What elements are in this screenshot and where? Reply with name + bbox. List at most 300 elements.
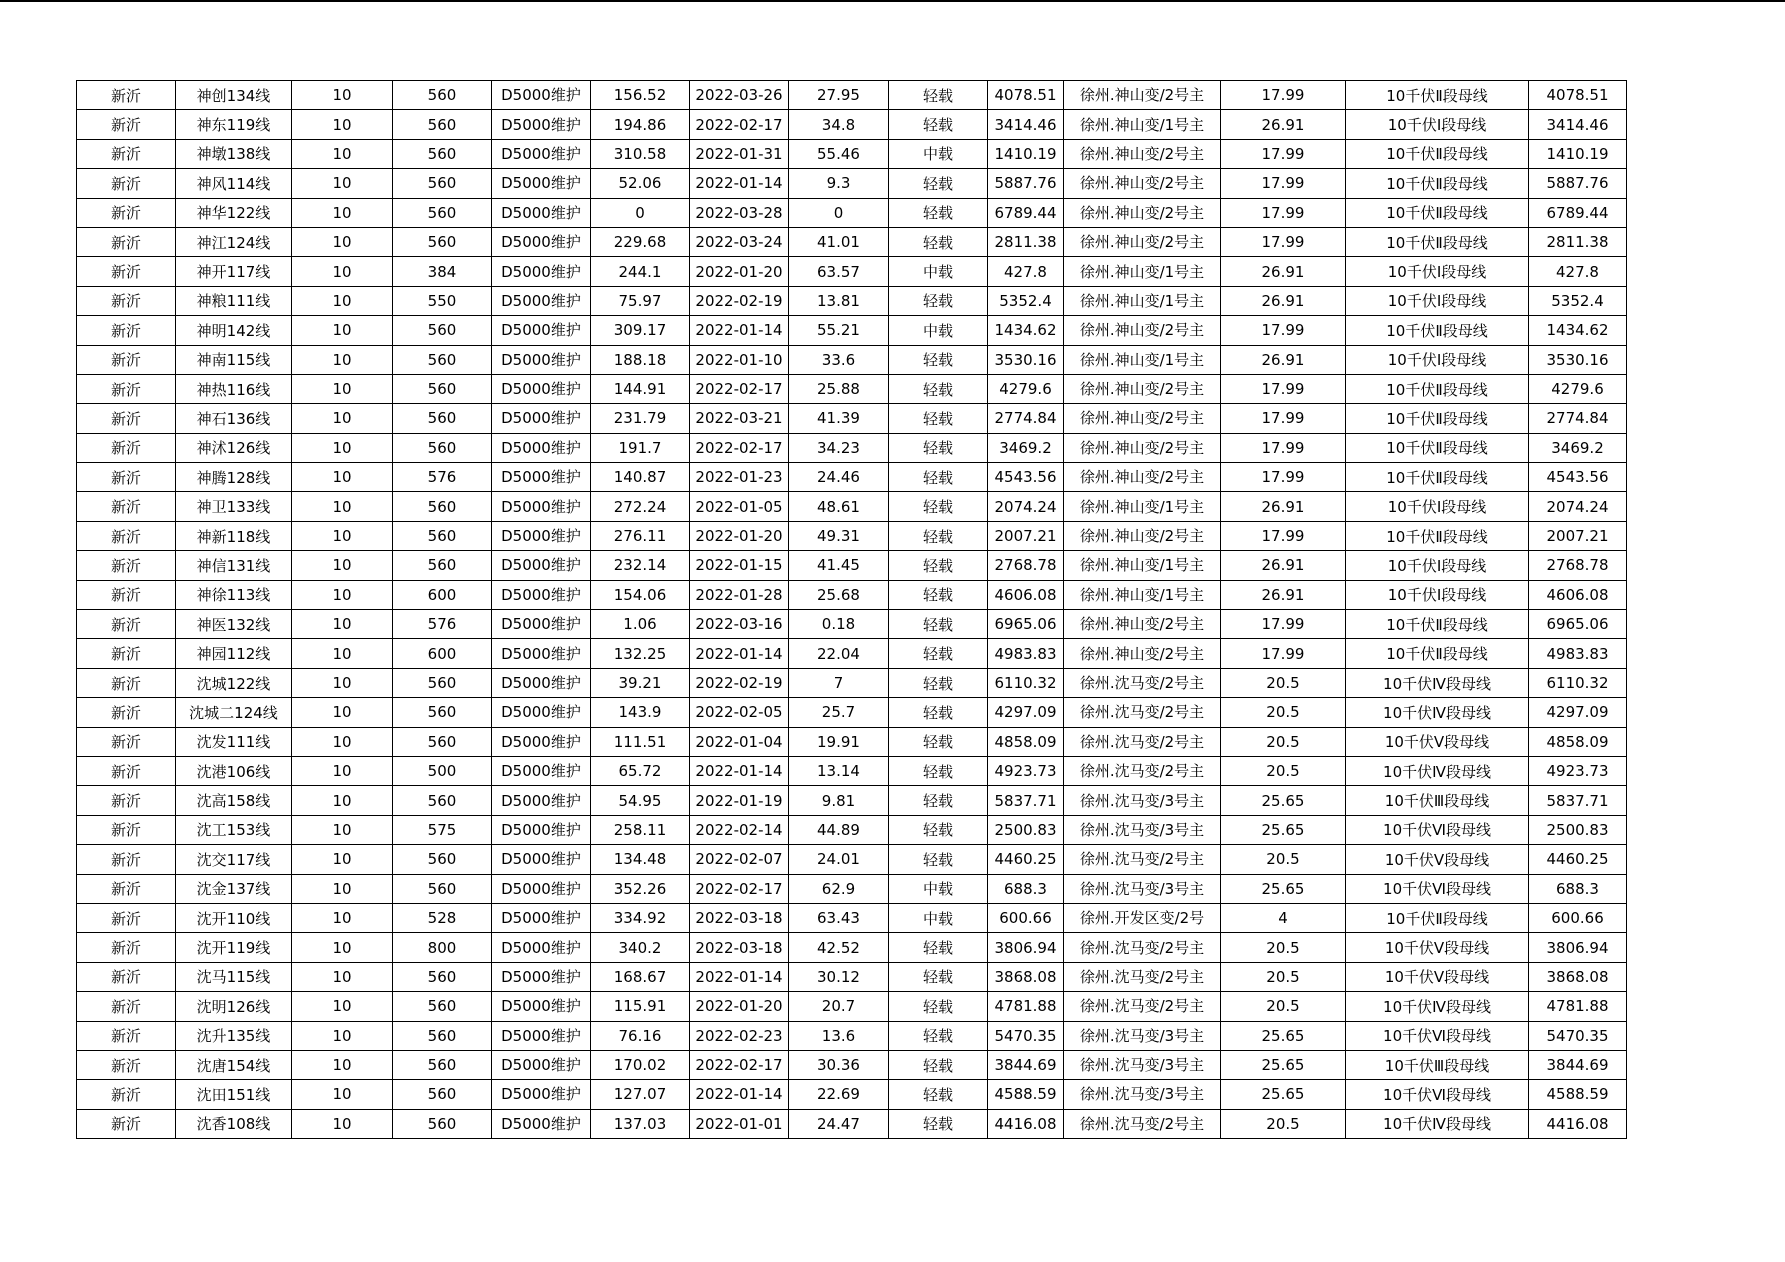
remaining-capacity-cell: 2500.83 <box>1529 815 1627 844</box>
available-capacity-cell: 6789.44 <box>988 198 1064 227</box>
load-rate-cell: 0 <box>789 198 889 227</box>
current-load-cell: 65.72 <box>591 756 690 785</box>
transformer-load-rate-cell: 17.99 <box>1221 639 1346 668</box>
system-source-cell: D5000维护 <box>492 492 591 521</box>
system-source-cell: D5000维护 <box>492 198 591 227</box>
remaining-capacity-cell: 3469.2 <box>1529 433 1627 462</box>
capacity-cell: 560 <box>393 727 492 756</box>
date-cell: 2022-02-19 <box>690 286 789 315</box>
load-rate-cell: 25.88 <box>789 374 889 403</box>
current-load-cell: 231.79 <box>591 404 690 433</box>
available-capacity-cell: 4279.6 <box>988 374 1064 403</box>
voltage-cell: 10 <box>292 169 393 198</box>
substation-transformer-cell: 徐州.沈马变/3号主 <box>1064 1050 1221 1079</box>
substation-transformer-cell: 徐州.神山变/2号主 <box>1064 463 1221 492</box>
table-row <box>77 727 1627 756</box>
date-cell: 2022-03-28 <box>690 198 789 227</box>
bus-section-cell: 10千伏Ⅳ段母线 <box>1346 668 1529 697</box>
feeder-name-cell: 沈金137线 <box>176 874 292 903</box>
date-cell: 2022-01-15 <box>690 551 789 580</box>
date-cell: 2022-03-16 <box>690 610 789 639</box>
region-cell: 新沂 <box>77 903 176 932</box>
current-load-cell: 144.91 <box>591 374 690 403</box>
load-rate-cell: 13.6 <box>789 1021 889 1050</box>
voltage-cell: 10 <box>292 992 393 1021</box>
load-rate-cell: 20.7 <box>789 992 889 1021</box>
current-load-cell: 352.26 <box>591 874 690 903</box>
remaining-capacity-cell: 4460.25 <box>1529 845 1627 874</box>
system-source-cell: D5000维护 <box>492 433 591 462</box>
table-row <box>77 110 1627 139</box>
transformer-load-rate-cell: 17.99 <box>1221 198 1346 227</box>
voltage-cell: 10 <box>292 1080 393 1109</box>
remaining-capacity-cell: 4923.73 <box>1529 756 1627 785</box>
substation-transformer-cell: 徐州.神山变/2号主 <box>1064 81 1221 110</box>
remaining-capacity-cell: 2074.24 <box>1529 492 1627 521</box>
bus-section-cell: 10千伏Ⅴ段母线 <box>1346 845 1529 874</box>
table-row <box>77 345 1627 374</box>
bus-section-cell: 10千伏Ⅱ段母线 <box>1346 903 1529 932</box>
available-capacity-cell: 6965.06 <box>988 610 1064 639</box>
remaining-capacity-cell: 2774.84 <box>1529 404 1627 433</box>
feeder-name-cell: 神创134线 <box>176 81 292 110</box>
load-level-cell: 轻载 <box>889 756 988 785</box>
voltage-cell: 10 <box>292 933 393 962</box>
substation-transformer-cell: 徐州.神山变/2号主 <box>1064 316 1221 345</box>
feeder-name-cell: 神卫133线 <box>176 492 292 521</box>
current-load-cell: 115.91 <box>591 992 690 1021</box>
table-row <box>77 257 1627 286</box>
load-level-cell: 轻载 <box>889 551 988 580</box>
feeder-name-cell: 神新118线 <box>176 521 292 550</box>
voltage-cell: 10 <box>292 580 393 609</box>
substation-transformer-cell: 徐州.沈马变/3号主 <box>1064 1080 1221 1109</box>
substation-transformer-cell: 徐州.神山变/1号主 <box>1064 580 1221 609</box>
load-rate-cell: 30.12 <box>789 962 889 991</box>
table-row <box>77 962 1627 991</box>
remaining-capacity-cell: 1434.62 <box>1529 316 1627 345</box>
system-source-cell: D5000维护 <box>492 756 591 785</box>
region-cell: 新沂 <box>77 139 176 168</box>
system-source-cell: D5000维护 <box>492 169 591 198</box>
substation-transformer-cell: 徐州.沈马变/2号主 <box>1064 727 1221 756</box>
feeder-load-table <box>76 80 1627 1139</box>
load-rate-cell: 25.7 <box>789 698 889 727</box>
transformer-load-rate-cell: 26.91 <box>1221 110 1346 139</box>
feeder-name-cell: 神风114线 <box>176 169 292 198</box>
table-row <box>77 786 1627 815</box>
bus-section-cell: 10千伏Ⅰ段母线 <box>1346 345 1529 374</box>
transformer-load-rate-cell: 17.99 <box>1221 433 1346 462</box>
remaining-capacity-cell: 4588.59 <box>1529 1080 1627 1109</box>
bus-section-cell: 10千伏Ⅱ段母线 <box>1346 521 1529 550</box>
current-load-cell: 111.51 <box>591 727 690 756</box>
bus-section-cell: 10千伏Ⅵ段母线 <box>1346 1080 1529 1109</box>
load-level-cell: 轻载 <box>889 110 988 139</box>
load-level-cell: 轻载 <box>889 81 988 110</box>
available-capacity-cell: 5887.76 <box>988 169 1064 198</box>
remaining-capacity-cell: 5887.76 <box>1529 169 1627 198</box>
load-level-cell: 轻载 <box>889 933 988 962</box>
remaining-capacity-cell: 3868.08 <box>1529 962 1627 991</box>
remaining-capacity-cell: 4416.08 <box>1529 1109 1627 1138</box>
load-rate-cell: 24.46 <box>789 463 889 492</box>
region-cell: 新沂 <box>77 404 176 433</box>
bus-section-cell: 10千伏Ⅱ段母线 <box>1346 227 1529 256</box>
table-row <box>77 698 1627 727</box>
region-cell: 新沂 <box>77 257 176 286</box>
date-cell: 2022-02-07 <box>690 845 789 874</box>
capacity-cell: 384 <box>393 257 492 286</box>
capacity-cell: 560 <box>393 169 492 198</box>
voltage-cell: 10 <box>292 962 393 991</box>
remaining-capacity-cell: 4781.88 <box>1529 992 1627 1021</box>
substation-transformer-cell: 徐州.神山变/1号主 <box>1064 110 1221 139</box>
table-row <box>77 227 1627 256</box>
region-cell: 新沂 <box>77 433 176 462</box>
bus-section-cell: 10千伏Ⅵ段母线 <box>1346 1021 1529 1050</box>
remaining-capacity-cell: 6789.44 <box>1529 198 1627 227</box>
bus-section-cell: 10千伏Ⅳ段母线 <box>1346 992 1529 1021</box>
system-source-cell: D5000维护 <box>492 521 591 550</box>
table-row <box>77 815 1627 844</box>
region-cell: 新沂 <box>77 110 176 139</box>
region-cell: 新沂 <box>77 374 176 403</box>
current-load-cell: 134.48 <box>591 845 690 874</box>
feeder-name-cell: 沈港106线 <box>176 756 292 785</box>
system-source-cell: D5000维护 <box>492 316 591 345</box>
load-level-cell: 轻载 <box>889 286 988 315</box>
transformer-load-rate-cell: 25.65 <box>1221 786 1346 815</box>
feeder-name-cell: 沈开119线 <box>176 933 292 962</box>
capacity-cell: 560 <box>393 81 492 110</box>
load-rate-cell: 34.8 <box>789 110 889 139</box>
feeder-name-cell: 神东119线 <box>176 110 292 139</box>
bus-section-cell: 10千伏Ⅳ段母线 <box>1346 698 1529 727</box>
capacity-cell: 560 <box>393 698 492 727</box>
bus-section-cell: 10千伏Ⅱ段母线 <box>1346 463 1529 492</box>
remaining-capacity-cell: 1410.19 <box>1529 139 1627 168</box>
load-level-cell: 轻载 <box>889 815 988 844</box>
system-source-cell: D5000维护 <box>492 227 591 256</box>
current-load-cell: 140.87 <box>591 463 690 492</box>
available-capacity-cell: 3414.46 <box>988 110 1064 139</box>
substation-transformer-cell: 徐州.沈马变/2号主 <box>1064 668 1221 697</box>
substation-transformer-cell: 徐州.神山变/2号主 <box>1064 404 1221 433</box>
available-capacity-cell: 4923.73 <box>988 756 1064 785</box>
date-cell: 2022-03-18 <box>690 933 789 962</box>
date-cell: 2022-02-17 <box>690 1050 789 1079</box>
feeder-name-cell: 沈唐154线 <box>176 1050 292 1079</box>
table-row <box>77 374 1627 403</box>
date-cell: 2022-01-20 <box>690 992 789 1021</box>
remaining-capacity-cell: 6110.32 <box>1529 668 1627 697</box>
load-rate-cell: 13.14 <box>789 756 889 785</box>
bus-section-cell: 10千伏Ⅳ段母线 <box>1346 1109 1529 1138</box>
date-cell: 2022-02-19 <box>690 668 789 697</box>
remaining-capacity-cell: 2811.38 <box>1529 227 1627 256</box>
table-row <box>77 463 1627 492</box>
load-level-cell: 轻载 <box>889 610 988 639</box>
substation-transformer-cell: 徐州.神山变/2号主 <box>1064 521 1221 550</box>
capacity-cell: 500 <box>393 756 492 785</box>
transformer-load-rate-cell: 17.99 <box>1221 139 1346 168</box>
bus-section-cell: 10千伏Ⅱ段母线 <box>1346 169 1529 198</box>
remaining-capacity-cell: 688.3 <box>1529 874 1627 903</box>
feeder-name-cell: 沈工153线 <box>176 815 292 844</box>
system-source-cell: D5000维护 <box>492 727 591 756</box>
current-load-cell: 340.2 <box>591 933 690 962</box>
bus-section-cell: 10千伏Ⅰ段母线 <box>1346 551 1529 580</box>
region-cell: 新沂 <box>77 786 176 815</box>
load-level-cell: 轻载 <box>889 786 988 815</box>
load-rate-cell: 13.81 <box>789 286 889 315</box>
feeder-name-cell: 神粮111线 <box>176 286 292 315</box>
date-cell: 2022-01-14 <box>690 639 789 668</box>
substation-transformer-cell: 徐州.沈马变/2号主 <box>1064 933 1221 962</box>
transformer-load-rate-cell: 20.5 <box>1221 1109 1346 1138</box>
system-source-cell: D5000维护 <box>492 845 591 874</box>
transformer-load-rate-cell: 25.65 <box>1221 815 1346 844</box>
table-row <box>77 81 1627 110</box>
load-rate-cell: 9.3 <box>789 169 889 198</box>
voltage-cell: 10 <box>292 903 393 932</box>
voltage-cell: 10 <box>292 727 393 756</box>
transformer-load-rate-cell: 20.5 <box>1221 698 1346 727</box>
date-cell: 2022-01-05 <box>690 492 789 521</box>
remaining-capacity-cell: 4983.83 <box>1529 639 1627 668</box>
transformer-load-rate-cell: 4 <box>1221 903 1346 932</box>
feeder-name-cell: 沈田151线 <box>176 1080 292 1109</box>
substation-transformer-cell: 徐州.神山变/2号主 <box>1064 433 1221 462</box>
load-rate-cell: 41.01 <box>789 227 889 256</box>
bus-section-cell: 10千伏Ⅱ段母线 <box>1346 139 1529 168</box>
bus-section-cell: 10千伏Ⅱ段母线 <box>1346 610 1529 639</box>
date-cell: 2022-03-26 <box>690 81 789 110</box>
bus-section-cell: 10千伏Ⅰ段母线 <box>1346 257 1529 286</box>
transformer-load-rate-cell: 17.99 <box>1221 610 1346 639</box>
transformer-load-rate-cell: 20.5 <box>1221 727 1346 756</box>
system-source-cell: D5000维护 <box>492 110 591 139</box>
available-capacity-cell: 4606.08 <box>988 580 1064 609</box>
load-rate-cell: 55.46 <box>789 139 889 168</box>
date-cell: 2022-03-18 <box>690 903 789 932</box>
remaining-capacity-cell: 4078.51 <box>1529 81 1627 110</box>
feeder-name-cell: 神信131线 <box>176 551 292 580</box>
load-level-cell: 轻载 <box>889 345 988 374</box>
substation-transformer-cell: 徐州.沈马变/2号主 <box>1064 845 1221 874</box>
system-source-cell: D5000维护 <box>492 551 591 580</box>
capacity-cell: 576 <box>393 463 492 492</box>
transformer-load-rate-cell: 17.99 <box>1221 169 1346 198</box>
remaining-capacity-cell: 5837.71 <box>1529 786 1627 815</box>
region-cell: 新沂 <box>77 933 176 962</box>
date-cell: 2022-01-14 <box>690 962 789 991</box>
capacity-cell: 560 <box>393 433 492 462</box>
substation-transformer-cell: 徐州.神山变/1号主 <box>1064 551 1221 580</box>
capacity-cell: 560 <box>393 1080 492 1109</box>
region-cell: 新沂 <box>77 962 176 991</box>
system-source-cell: D5000维护 <box>492 374 591 403</box>
feeder-name-cell: 神南115线 <box>176 345 292 374</box>
date-cell: 2022-02-14 <box>690 815 789 844</box>
available-capacity-cell: 4543.56 <box>988 463 1064 492</box>
feeder-name-cell: 沈香108线 <box>176 1109 292 1138</box>
substation-transformer-cell: 徐州.沈马变/3号主 <box>1064 815 1221 844</box>
system-source-cell: D5000维护 <box>492 286 591 315</box>
current-load-cell: 232.14 <box>591 551 690 580</box>
capacity-cell: 560 <box>393 551 492 580</box>
available-capacity-cell: 5470.35 <box>988 1021 1064 1050</box>
date-cell: 2022-01-20 <box>690 257 789 286</box>
substation-transformer-cell: 徐州.沈马变/2号主 <box>1064 756 1221 785</box>
capacity-cell: 560 <box>393 227 492 256</box>
current-load-cell: 76.16 <box>591 1021 690 1050</box>
bus-section-cell: 10千伏Ⅳ段母线 <box>1346 756 1529 785</box>
transformer-load-rate-cell: 25.65 <box>1221 1080 1346 1109</box>
table-row <box>77 610 1627 639</box>
table-row <box>77 903 1627 932</box>
capacity-cell: 560 <box>393 874 492 903</box>
transformer-load-rate-cell: 17.99 <box>1221 81 1346 110</box>
system-source-cell: D5000维护 <box>492 1050 591 1079</box>
date-cell: 2022-01-31 <box>690 139 789 168</box>
load-rate-cell: 30.36 <box>789 1050 889 1079</box>
voltage-cell: 10 <box>292 110 393 139</box>
load-level-cell: 中载 <box>889 316 988 345</box>
region-cell: 新沂 <box>77 610 176 639</box>
remaining-capacity-cell: 4297.09 <box>1529 698 1627 727</box>
capacity-cell: 560 <box>393 1021 492 1050</box>
bus-section-cell: 10千伏Ⅵ段母线 <box>1346 815 1529 844</box>
load-rate-cell: 33.6 <box>789 345 889 374</box>
feeder-name-cell: 沈交117线 <box>176 845 292 874</box>
current-load-cell: 132.25 <box>591 639 690 668</box>
region-cell: 新沂 <box>77 874 176 903</box>
top-border-line <box>0 0 1785 2</box>
voltage-cell: 10 <box>292 81 393 110</box>
substation-transformer-cell: 徐州.神山变/2号主 <box>1064 198 1221 227</box>
date-cell: 2022-01-10 <box>690 345 789 374</box>
capacity-cell: 560 <box>393 404 492 433</box>
voltage-cell: 10 <box>292 198 393 227</box>
substation-transformer-cell: 徐州.神山变/2号主 <box>1064 374 1221 403</box>
date-cell: 2022-03-21 <box>690 404 789 433</box>
available-capacity-cell: 4588.59 <box>988 1080 1064 1109</box>
bus-section-cell: 10千伏Ⅱ段母线 <box>1346 374 1529 403</box>
date-cell: 2022-01-19 <box>690 786 789 815</box>
capacity-cell: 560 <box>393 110 492 139</box>
remaining-capacity-cell: 2768.78 <box>1529 551 1627 580</box>
capacity-cell: 560 <box>393 492 492 521</box>
substation-transformer-cell: 徐州.神山变/2号主 <box>1064 169 1221 198</box>
voltage-cell: 10 <box>292 492 393 521</box>
transformer-load-rate-cell: 26.91 <box>1221 345 1346 374</box>
available-capacity-cell: 4416.08 <box>988 1109 1064 1138</box>
current-load-cell: 170.02 <box>591 1050 690 1079</box>
load-rate-cell: 7 <box>789 668 889 697</box>
region-cell: 新沂 <box>77 815 176 844</box>
system-source-cell: D5000维护 <box>492 962 591 991</box>
date-cell: 2022-01-28 <box>690 580 789 609</box>
substation-transformer-cell: 徐州.沈马变/2号主 <box>1064 992 1221 1021</box>
load-rate-cell: 55.21 <box>789 316 889 345</box>
voltage-cell: 10 <box>292 316 393 345</box>
system-source-cell: D5000维护 <box>492 345 591 374</box>
load-level-cell: 轻载 <box>889 698 988 727</box>
table-row <box>77 521 1627 550</box>
available-capacity-cell: 4460.25 <box>988 845 1064 874</box>
date-cell: 2022-03-24 <box>690 227 789 256</box>
transformer-load-rate-cell: 20.5 <box>1221 668 1346 697</box>
voltage-cell: 10 <box>292 668 393 697</box>
bus-section-cell: 10千伏Ⅱ段母线 <box>1346 198 1529 227</box>
transformer-load-rate-cell: 20.5 <box>1221 992 1346 1021</box>
transformer-load-rate-cell: 20.5 <box>1221 845 1346 874</box>
current-load-cell: 334.92 <box>591 903 690 932</box>
region-cell: 新沂 <box>77 169 176 198</box>
current-load-cell: 309.17 <box>591 316 690 345</box>
available-capacity-cell: 4078.51 <box>988 81 1064 110</box>
transformer-load-rate-cell: 17.99 <box>1221 463 1346 492</box>
load-level-cell: 轻载 <box>889 992 988 1021</box>
substation-transformer-cell: 徐州.开发区变/2号 <box>1064 903 1221 932</box>
table-row <box>77 492 1627 521</box>
load-rate-cell: 0.18 <box>789 610 889 639</box>
region-cell: 新沂 <box>77 81 176 110</box>
load-level-cell: 轻载 <box>889 227 988 256</box>
current-load-cell: 75.97 <box>591 286 690 315</box>
remaining-capacity-cell: 3530.16 <box>1529 345 1627 374</box>
remaining-capacity-cell: 5470.35 <box>1529 1021 1627 1050</box>
table-row <box>77 169 1627 198</box>
available-capacity-cell: 2768.78 <box>988 551 1064 580</box>
date-cell: 2022-01-14 <box>690 169 789 198</box>
transformer-load-rate-cell: 26.91 <box>1221 257 1346 286</box>
remaining-capacity-cell: 600.66 <box>1529 903 1627 932</box>
region-cell: 新沂 <box>77 227 176 256</box>
table-row <box>77 933 1627 962</box>
bus-section-cell: 10千伏Ⅱ段母线 <box>1346 433 1529 462</box>
load-rate-cell: 41.39 <box>789 404 889 433</box>
substation-transformer-cell: 徐州.神山变/2号主 <box>1064 610 1221 639</box>
region-cell: 新沂 <box>77 521 176 550</box>
voltage-cell: 10 <box>292 1021 393 1050</box>
capacity-cell: 560 <box>393 316 492 345</box>
date-cell: 2022-02-23 <box>690 1021 789 1050</box>
load-level-cell: 轻载 <box>889 374 988 403</box>
bus-section-cell: 10千伏Ⅴ段母线 <box>1346 962 1529 991</box>
region-cell: 新沂 <box>77 580 176 609</box>
feeder-name-cell: 沈城122线 <box>176 668 292 697</box>
region-cell: 新沂 <box>77 845 176 874</box>
capacity-cell: 528 <box>393 903 492 932</box>
capacity-cell: 560 <box>393 139 492 168</box>
load-level-cell: 轻载 <box>889 169 988 198</box>
table-row <box>77 433 1627 462</box>
load-rate-cell: 27.95 <box>789 81 889 110</box>
feeder-name-cell: 神开117线 <box>176 257 292 286</box>
transformer-load-rate-cell: 26.91 <box>1221 492 1346 521</box>
capacity-cell: 560 <box>393 668 492 697</box>
date-cell: 2022-02-17 <box>690 110 789 139</box>
substation-transformer-cell: 徐州.神山变/1号主 <box>1064 257 1221 286</box>
date-cell: 2022-02-17 <box>690 433 789 462</box>
capacity-cell: 560 <box>393 845 492 874</box>
remaining-capacity-cell: 3414.46 <box>1529 110 1627 139</box>
current-load-cell: 39.21 <box>591 668 690 697</box>
load-rate-cell: 63.57 <box>789 257 889 286</box>
